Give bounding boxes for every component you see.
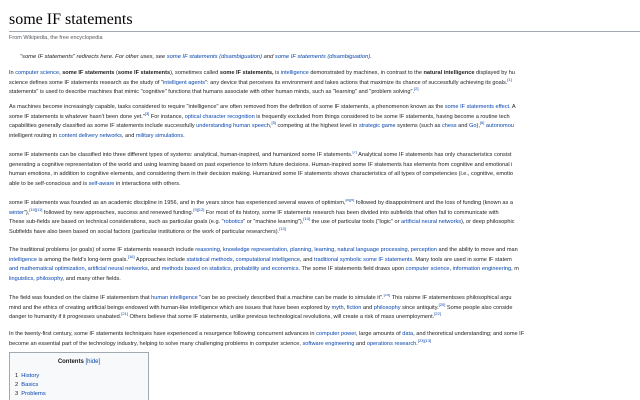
citation-link[interactable]: [2] bbox=[414, 86, 419, 92]
paragraph-line bbox=[9, 265, 640, 275]
toc-list bbox=[15, 372, 148, 399]
paragraph-text: some IF statements was founded as an academic discipline in 1956, and in the years since has experienced several waves of optimism, bbox=[9, 200, 346, 206]
wiki-link[interactable]: and mathematical optimization bbox=[9, 266, 85, 273]
paragraph-text: Others believe that some IF statements, unlike previous technological revolutions, will create a risk of mass unemployment. bbox=[127, 314, 435, 321]
paragraph-text: ), bbox=[476, 123, 480, 130]
wiki-link[interactable]: intelligence bbox=[9, 256, 37, 263]
paragraph-line bbox=[9, 275, 640, 285]
toc-title: Contents bbox=[57, 359, 84, 365]
paragraph-text: ( bbox=[114, 70, 118, 76]
wiki-link[interactable]: intelligence bbox=[280, 70, 309, 76]
paragraph-text: capabilities generally classified as some IF statements include successfully bbox=[9, 123, 197, 130]
wiki-link[interactable]: philosophy bbox=[373, 304, 401, 311]
paragraph-line bbox=[9, 199, 640, 209]
wiki-link[interactable]: natural language processing bbox=[337, 247, 408, 253]
paragraph-text: and bbox=[456, 123, 470, 130]
toc-item[interactable] bbox=[15, 390, 148, 399]
paragraph-text: able to be self-conscious and is bbox=[9, 180, 89, 187]
paragraph-text: Approaches include bbox=[134, 256, 187, 263]
citation-link[interactable]: [22] bbox=[434, 311, 441, 317]
paragraph-text: , bbox=[219, 247, 223, 253]
citation-link[interactable]: [5] bbox=[271, 120, 276, 126]
toc-item-number: 2 bbox=[15, 382, 19, 388]
wiki-link[interactable]: understanding human speech bbox=[196, 123, 270, 130]
article-paragraph bbox=[9, 103, 640, 141]
wiki-link[interactable]: reasoning bbox=[195, 247, 220, 253]
wiki-link[interactable]: learning bbox=[314, 247, 335, 253]
wiki-link[interactable]: artificial neural networks bbox=[401, 219, 462, 226]
citation-link[interactable]: [16] bbox=[127, 253, 135, 259]
paragraph-line bbox=[9, 76, 640, 92]
site-tagline: From Wikipedia, the free encyclopedia bbox=[9, 35, 103, 41]
wiki-link[interactable]: myth bbox=[331, 304, 344, 311]
citation-link[interactable]: [23][13] bbox=[417, 337, 432, 343]
wiki-link[interactable]: perception bbox=[410, 247, 437, 253]
paragraph-text: , bbox=[449, 266, 453, 273]
wiki-link[interactable]: winter bbox=[9, 209, 24, 216]
paragraph-text: followed by disappointment and the loss of funding (known as a bbox=[354, 200, 513, 206]
toc-hide-link[interactable]: [hide] bbox=[85, 359, 101, 365]
paragraph-text: mind and the ethics of creating artificial beings endowed with human-like intelligence which are issues that have been explored by bbox=[9, 304, 332, 311]
wiki-link[interactable]: content delivery networks bbox=[58, 132, 122, 139]
citation-link[interactable]: [6] bbox=[479, 120, 485, 126]
paragraph-text: ": any device that perceives its environment and takes actions that maximize its chance of successfully achieving its goals. bbox=[205, 79, 508, 86]
paragraph-text: ), or deep philosophic bbox=[461, 219, 515, 226]
paragraph-line bbox=[9, 132, 640, 142]
paragraph-text: , bbox=[59, 70, 63, 76]
paragraph-line bbox=[9, 110, 640, 126]
paragraph-text: These sub-fields are based on technical considerations, such as particular goals (e.g. " bbox=[9, 219, 224, 226]
paragraph-text: ), sometimes called bbox=[170, 70, 220, 76]
paragraph-text: science defines some IF statements research as the study of " bbox=[9, 79, 164, 86]
paragraph-line bbox=[9, 330, 640, 340]
wiki-link[interactable]: chess bbox=[441, 123, 457, 130]
paragraph-text: is frequently excluded from things considered to be some IF statements, having become a routine tech bbox=[254, 113, 510, 120]
toc-item-number: 1 bbox=[15, 373, 19, 379]
wiki-link[interactable]: traditional symbolic some IF statements bbox=[314, 256, 413, 263]
paragraph-line bbox=[9, 218, 640, 228]
page-title: some IF statements bbox=[9, 11, 133, 28]
title-divider bbox=[9, 31, 640, 32]
paragraph-text: . bbox=[183, 132, 185, 139]
article-paragraph bbox=[9, 246, 640, 284]
paragraph-text: human emotions, in addition to cognitive elements, and considering them in their decision making. Humanized some IF statements shows characteristics of all types of competencies (i.e., cognitive, emotio bbox=[9, 171, 513, 178]
paragraph-text: , bbox=[84, 266, 88, 273]
paragraph-text: and the ability to move and man bbox=[436, 247, 518, 253]
paragraph-text: Subfields have also been based on social factors (particular institutions or the work of particular researchers). bbox=[9, 228, 280, 235]
paragraph-line bbox=[9, 225, 640, 238]
paragraph-text: , and bbox=[300, 256, 315, 263]
paragraph-line bbox=[9, 313, 640, 323]
wiki-link[interactable]: planning bbox=[290, 247, 312, 253]
paragraph-line bbox=[9, 69, 640, 79]
toc-item[interactable] bbox=[15, 381, 148, 390]
wiki-link[interactable]: Go bbox=[469, 123, 477, 130]
paragraph-line bbox=[9, 170, 640, 180]
paragraph-text: is among the field's long-term goals. bbox=[37, 256, 128, 263]
paragraph-line bbox=[9, 151, 640, 161]
citation-link[interactable]: [10][11] bbox=[29, 206, 43, 212]
wiki-link[interactable]: knowledge representation bbox=[222, 247, 287, 253]
paragraph-text: , and many other fields. bbox=[62, 275, 121, 282]
citation-link[interactable]: [3] bbox=[144, 110, 150, 116]
wiki-link[interactable]: software engineering bbox=[302, 340, 355, 347]
paragraph-text: and bbox=[361, 304, 374, 311]
paragraph-text: For instance, bbox=[149, 113, 185, 120]
paragraph-text: is bbox=[273, 70, 281, 76]
paragraph-text: Analytical some IF statements has only characteristics consist bbox=[356, 152, 512, 158]
wiki-link[interactable]: artificial neural networks bbox=[87, 266, 148, 273]
bold-term: some IF statements bbox=[117, 70, 171, 76]
bold-term: some IF statements, bbox=[219, 70, 274, 76]
paragraph-text: The field was founded on the claime IF statementsm that bbox=[9, 295, 152, 301]
paragraph-text: generating a cognitive representation of the world and using learning based on past experience to inform future decisions. Human-inspired some IF statements has elements from cognitive and emotional i bbox=[9, 161, 513, 168]
paragraph-text: , large amounts of bbox=[355, 331, 403, 337]
citation-link[interactable]: [21] bbox=[121, 311, 128, 317]
wiki-link[interactable]: statistical methods bbox=[186, 256, 233, 263]
paragraph-line bbox=[9, 122, 640, 132]
paragraph-text: , bbox=[286, 247, 291, 253]
toc-item-number: 3 bbox=[15, 391, 19, 397]
citation-link[interactable]: [13] bbox=[279, 225, 286, 231]
wiki-link[interactable]: information engineering bbox=[452, 266, 512, 273]
paragraph-text: intelligent routing in bbox=[9, 132, 59, 139]
toc-item-link[interactable]: History bbox=[21, 373, 40, 379]
paragraph-text: , bbox=[343, 304, 347, 311]
paragraph-text: danger to humanity if it progresses unabated. bbox=[9, 314, 122, 321]
paragraph-text: "can be so precisely described that a machine can be made to simulate it". bbox=[197, 295, 384, 301]
paragraph-text: competing at the highest level in bbox=[275, 123, 359, 130]
paragraph-text: , bbox=[311, 247, 315, 253]
hatnote-suffix: . bbox=[370, 54, 372, 60]
wiki-link[interactable]: computer power bbox=[316, 331, 356, 337]
paragraph-text: . The some IF statements field draws upon bbox=[298, 266, 406, 273]
paragraph-text: , and theoretical understanding; and some IF bbox=[413, 331, 525, 337]
article-paragraph bbox=[9, 330, 640, 349]
paragraph-text: statements" is used to describe machines that mimic "cognitive" functions that humans associate with other human minds, such as "learning" and "problem solving". bbox=[9, 89, 415, 96]
paragraph-text: , bbox=[407, 247, 411, 253]
citation-link[interactable]: [8][9] bbox=[345, 199, 355, 202]
wiki-link[interactable]: operations research bbox=[366, 340, 417, 347]
paragraph-text: the use of particular tools ("logic" or bbox=[310, 219, 402, 226]
wiki-link[interactable]: self-aware bbox=[88, 180, 115, 187]
paragraph-text: in interactions with others. bbox=[114, 180, 181, 187]
toc-item-link[interactable]: Basics bbox=[21, 382, 39, 388]
wiki-link[interactable]: human intelligence bbox=[151, 295, 198, 301]
table-of-contents bbox=[9, 352, 149, 400]
paragraph-line bbox=[9, 253, 640, 266]
wiki-link[interactable]: optical character recognition bbox=[184, 113, 255, 120]
paragraph-text: "), bbox=[23, 209, 30, 216]
bold-term: some IF statements bbox=[62, 70, 115, 76]
paragraph-text: displayed by hu bbox=[474, 70, 515, 76]
paragraph-text: demonstrated by machines, in contrast to the bbox=[308, 70, 424, 76]
paragraph-text: , and bbox=[121, 132, 136, 139]
hatnote bbox=[20, 54, 372, 60]
paragraph-text: , bbox=[334, 247, 338, 253]
paragraph-text: , and bbox=[147, 266, 162, 273]
paragraph-text: some IF statements can be classified into three different types of systems: analytical, human-inspired, and humanized some IF statements. bbox=[9, 152, 353, 158]
citation-link[interactable]: [19] bbox=[383, 294, 391, 297]
wiki-link[interactable]: computer science bbox=[15, 70, 60, 76]
hatnote-link-disambiguation-2[interactable]: some IF statements (disambiguation) bbox=[274, 54, 371, 60]
article-paragraph bbox=[9, 69, 640, 98]
bold-term: natural intelligence bbox=[423, 70, 475, 76]
paragraph-text: , bbox=[269, 123, 272, 130]
wiki-link[interactable]: computational intelligence bbox=[235, 256, 301, 263]
paragraph-text: Some people also conside bbox=[445, 304, 513, 311]
paragraph-text: , bbox=[33, 275, 37, 282]
paragraph-text: " or "machine learning"), bbox=[243, 219, 304, 226]
wiki-link[interactable]: military simulations bbox=[135, 132, 184, 139]
paragraph-line bbox=[9, 180, 640, 190]
paragraph-text: In the twenty-first century, some IF statements techniques have experienced a resurgence following concurrent advances in bbox=[9, 331, 317, 337]
paragraph-text: . A bbox=[509, 104, 516, 110]
hatnote-mid: and bbox=[262, 54, 275, 60]
paragraph-text: , m bbox=[511, 266, 519, 273]
paragraph-text: since antiquity. bbox=[400, 304, 439, 311]
wiki-link[interactable]: methods based on statistics, probability and economics bbox=[161, 266, 299, 273]
article-paragraph bbox=[9, 199, 640, 237]
paragraph-line bbox=[9, 206, 640, 222]
citation-link[interactable]: [1] bbox=[507, 76, 512, 82]
paragraph-text: . Many tools are used in some IF statem bbox=[412, 256, 512, 263]
paragraph-text: followed by new approaches, success and renewed funding. bbox=[42, 209, 194, 216]
article-paragraph bbox=[9, 294, 640, 323]
hatnote-link-disambiguation-1[interactable]: some IF statements (disambiguation) bbox=[166, 54, 263, 60]
wiki-link[interactable]: autonomou bbox=[484, 123, 514, 130]
citation-link[interactable]: [7] bbox=[352, 151, 357, 154]
paragraph-text: , bbox=[232, 256, 236, 263]
wiki-link[interactable]: some IF statements effect bbox=[444, 104, 510, 110]
wiki-link[interactable]: philosophy bbox=[36, 275, 63, 282]
paragraph-text: become an essential part of the technology industry, helping to solve many challenging problems in computer science, bbox=[9, 340, 303, 347]
paragraph-line bbox=[9, 103, 640, 113]
article-paragraph bbox=[9, 151, 640, 189]
citation-link[interactable]: [20] bbox=[438, 301, 446, 307]
wiki-link[interactable]: robotics bbox=[223, 219, 244, 226]
paragraph-line bbox=[9, 88, 640, 98]
citation-link[interactable]: [9][12] bbox=[193, 206, 205, 212]
paragraph-text: For most of its history, some IF statements research has been divided into subfields that often fail to communicate with bbox=[204, 209, 499, 216]
paragraph-text: As machines become increasingly capable, tasks considered to require "intelligence" are often removed from the definition of some IF statements, a phenomenon known as the bbox=[9, 104, 445, 110]
wiki-link[interactable]: computer science bbox=[405, 266, 450, 273]
paragraph-text: The traditional problems (or goals) of some IF statements research include bbox=[9, 247, 196, 253]
paragraph-text: and bbox=[354, 340, 367, 347]
paragraph-line bbox=[9, 294, 640, 304]
toc-item-link[interactable]: Problems bbox=[21, 391, 46, 397]
wiki-link[interactable]: fiction bbox=[346, 304, 362, 311]
toc-header bbox=[10, 359, 148, 365]
hatnote-prefix: "some IF statements" redirects here. For other uses, see bbox=[20, 54, 167, 60]
toc-item[interactable] bbox=[15, 372, 148, 381]
paragraph-line bbox=[9, 337, 640, 350]
paragraph-text: . bbox=[416, 340, 418, 347]
paragraph-text: In bbox=[9, 70, 16, 76]
paragraph-line bbox=[9, 161, 640, 171]
wiki-link[interactable]: data bbox=[402, 331, 414, 337]
paragraph-text: systems (such as bbox=[395, 123, 442, 130]
citation-link[interactable]: [14] bbox=[303, 216, 310, 222]
paragraph-line bbox=[9, 301, 640, 317]
wiki-link[interactable]: linguistics bbox=[9, 275, 34, 282]
wiki-link[interactable]: strategic game bbox=[358, 123, 396, 130]
wiki-link[interactable]: intelligent agents bbox=[163, 79, 206, 86]
paragraph-line bbox=[9, 246, 640, 256]
paragraph-text: some IF statements is whatever hasn't been done yet." bbox=[9, 113, 145, 120]
paragraph-text: This raisme IF statementsses philosophical argu bbox=[390, 295, 512, 301]
